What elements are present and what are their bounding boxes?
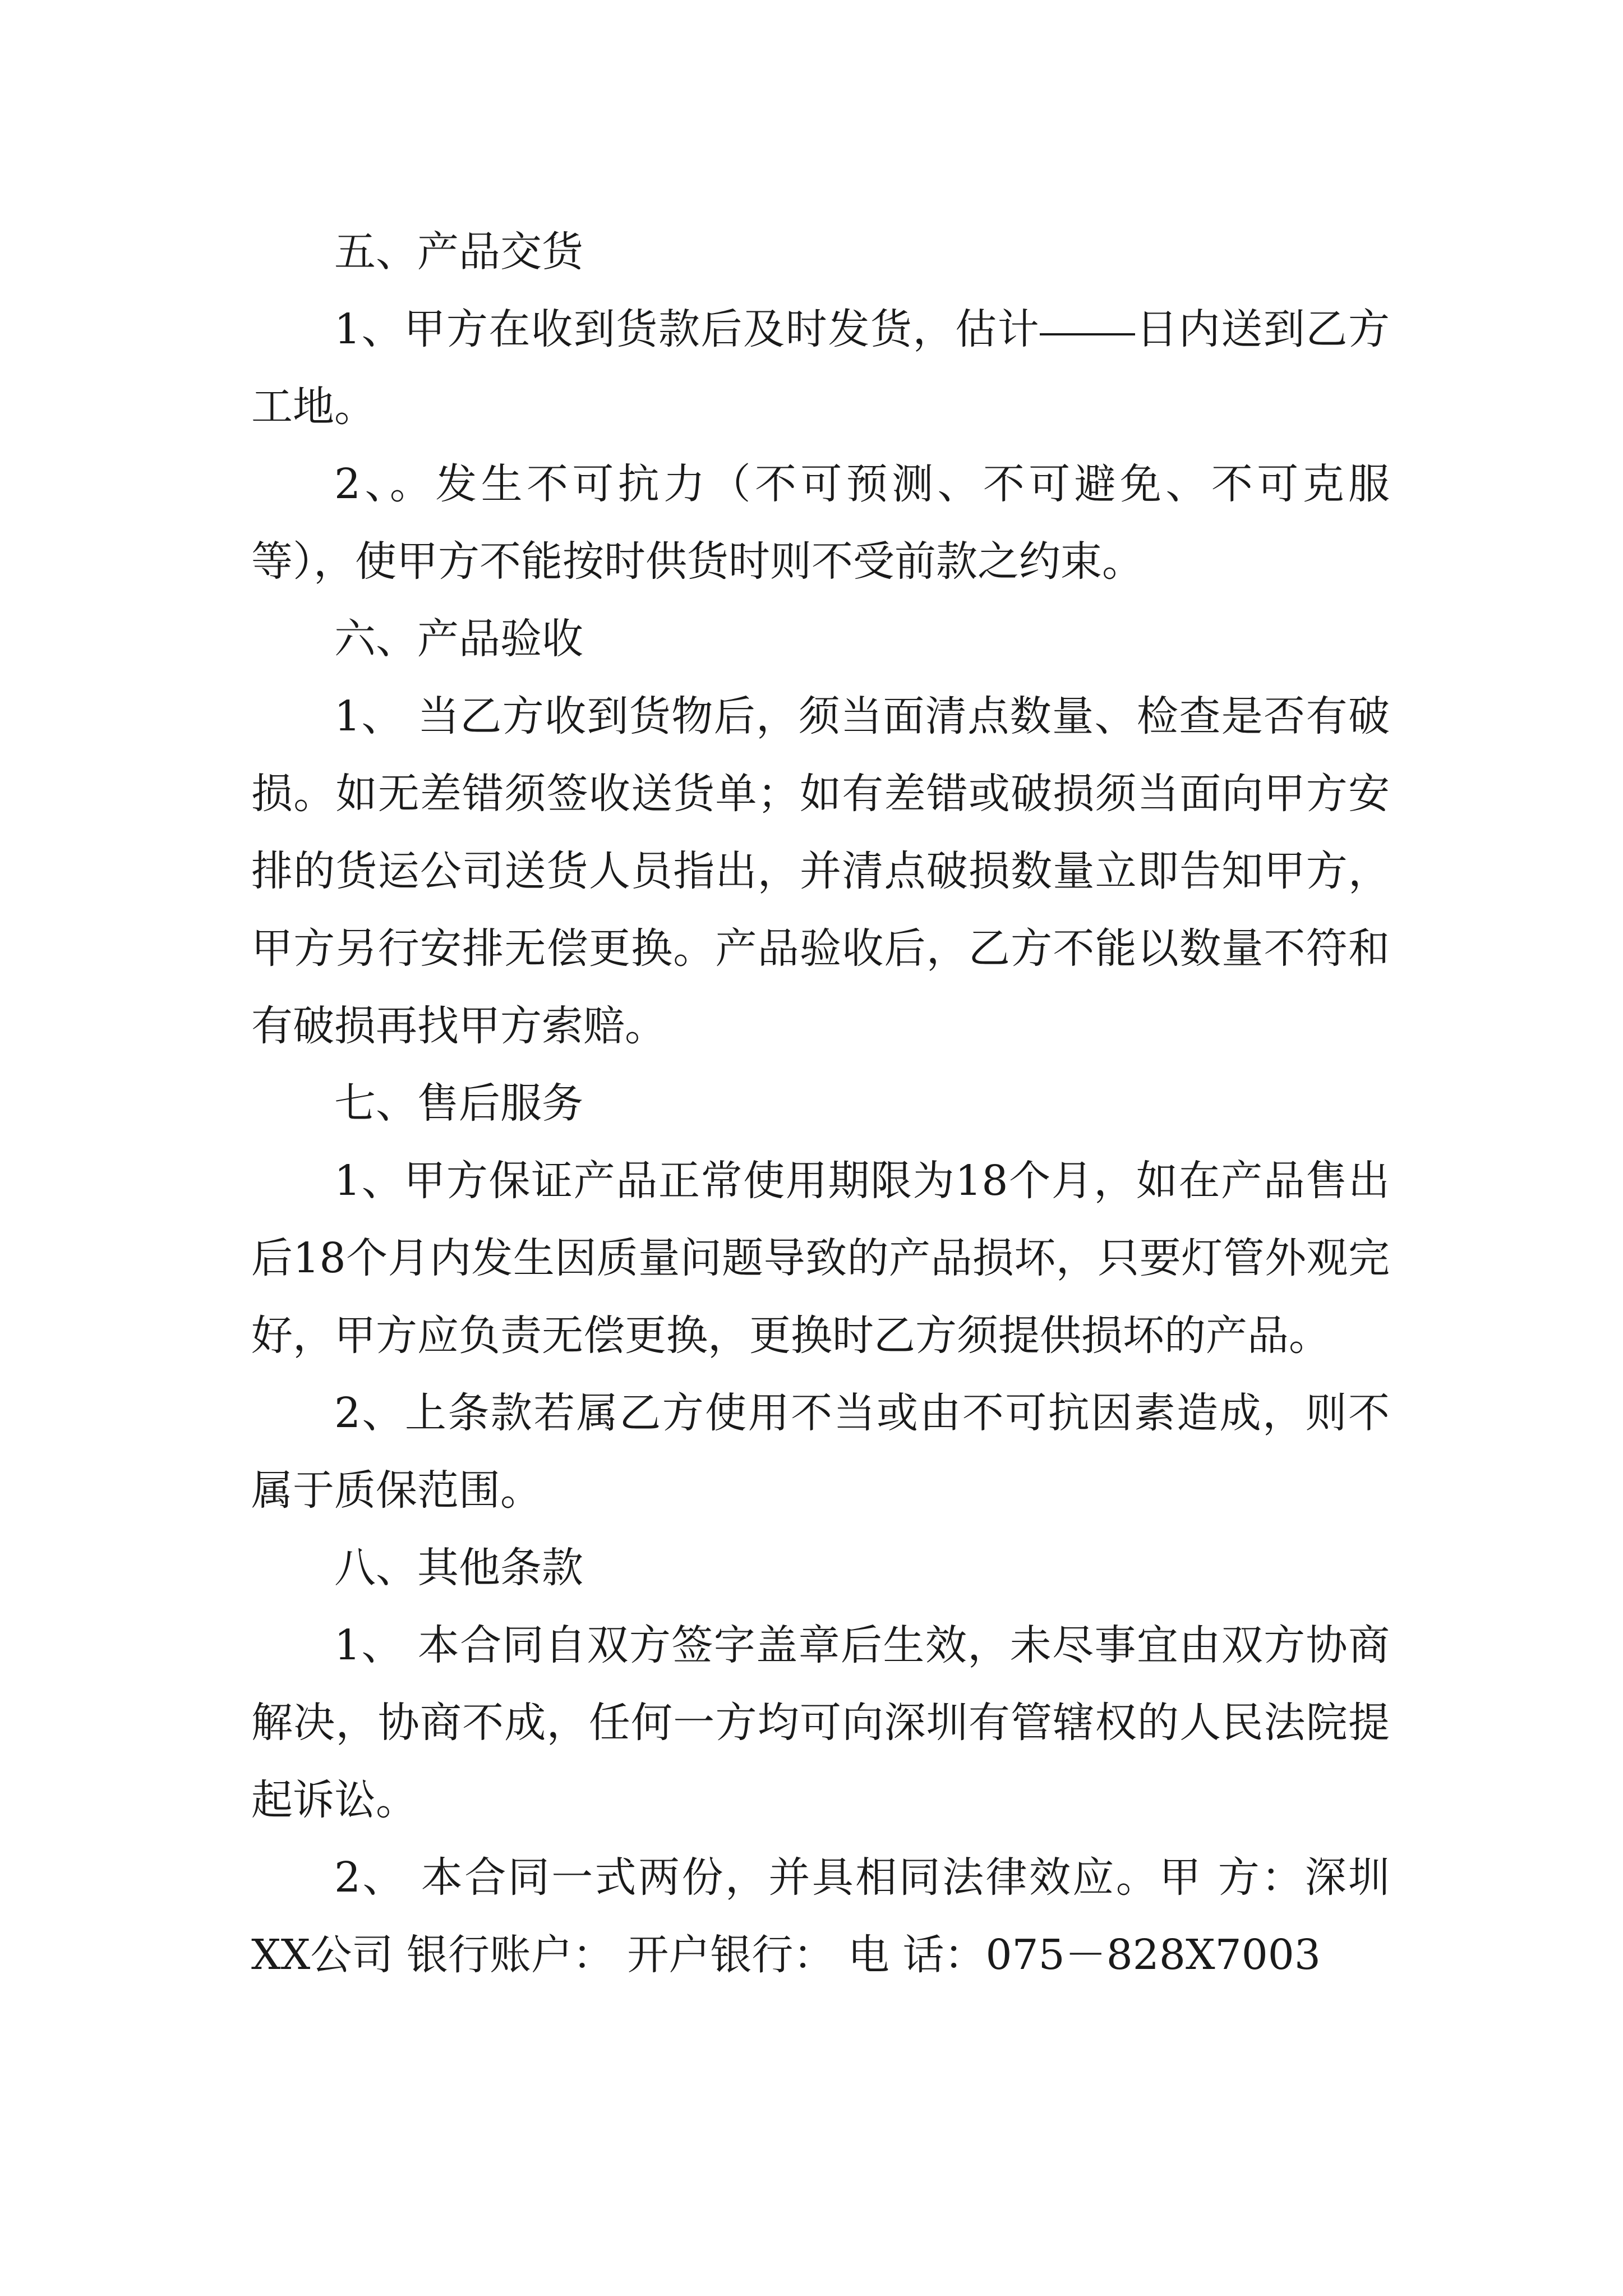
- clause-other-terms-2: 2、 本合同一式两份，并具相同法律效应。甲 方：深圳XX公司 银行账户： 开户银行： 电 话：075－828X7003: [251, 1853, 1390, 1979]
- clause-delivery-1: [251, 291, 1390, 445]
- clause-delivery-2: 2、。发生不可抗力（不可预测、不可避免、不可克服等），使甲方不能按时供货时则不受前款之约束。: [251, 460, 1390, 586]
- clause-acceptance-1: 1、 当乙方收到货物后，须当面清点数量、检查是否有破损。如无差错须签收送货单；如有差错或破损须当面向甲方安排的货运公司送货人员指出，并清点破损数量立即告知甲方，甲方另行安排无偿更换。产品验收后，乙方不能以数量不符和有破损再找甲方索赔。: [251, 692, 1390, 1050]
- clause-after-sales-2: 2、上条款若属乙方使用不当或由不可抗因素造成，则不属于质保范围。: [251, 1389, 1390, 1515]
- section-heading-other-terms: 八、其他条款: [334, 1544, 583, 1592]
- document-page: [251, 213, 1390, 1994]
- clause-other-terms-1: 1、 本合同自双方签字盖章后生效，未尽事宜由双方协商解决，协商不成，任何一方均可向深圳有管辖权的人民法院提起诉讼。: [251, 1621, 1390, 1824]
- clause-after-sales-1: 1、甲方保证产品正常使用期限为18个月，如在产品售出后18个月内发生因质量问题导致的产品损坏，只要灯管外观完好，甲方应负责无偿更换，更换时乙方须提供损坏的产品。: [251, 1157, 1390, 1360]
- fill-in-blank: [1040, 333, 1135, 335]
- section-heading-delivery: 五、产品交货: [334, 228, 583, 276]
- clause-text: 1、甲方在收到货款后及时发货，估计: [334, 305, 1040, 353]
- section-heading-after-sales: 七、售后服务: [334, 1079, 583, 1128]
- section-heading-acceptance: 六、产品验收: [334, 615, 583, 663]
- clause-text: 日内送到乙方工地。: [251, 305, 1390, 431]
